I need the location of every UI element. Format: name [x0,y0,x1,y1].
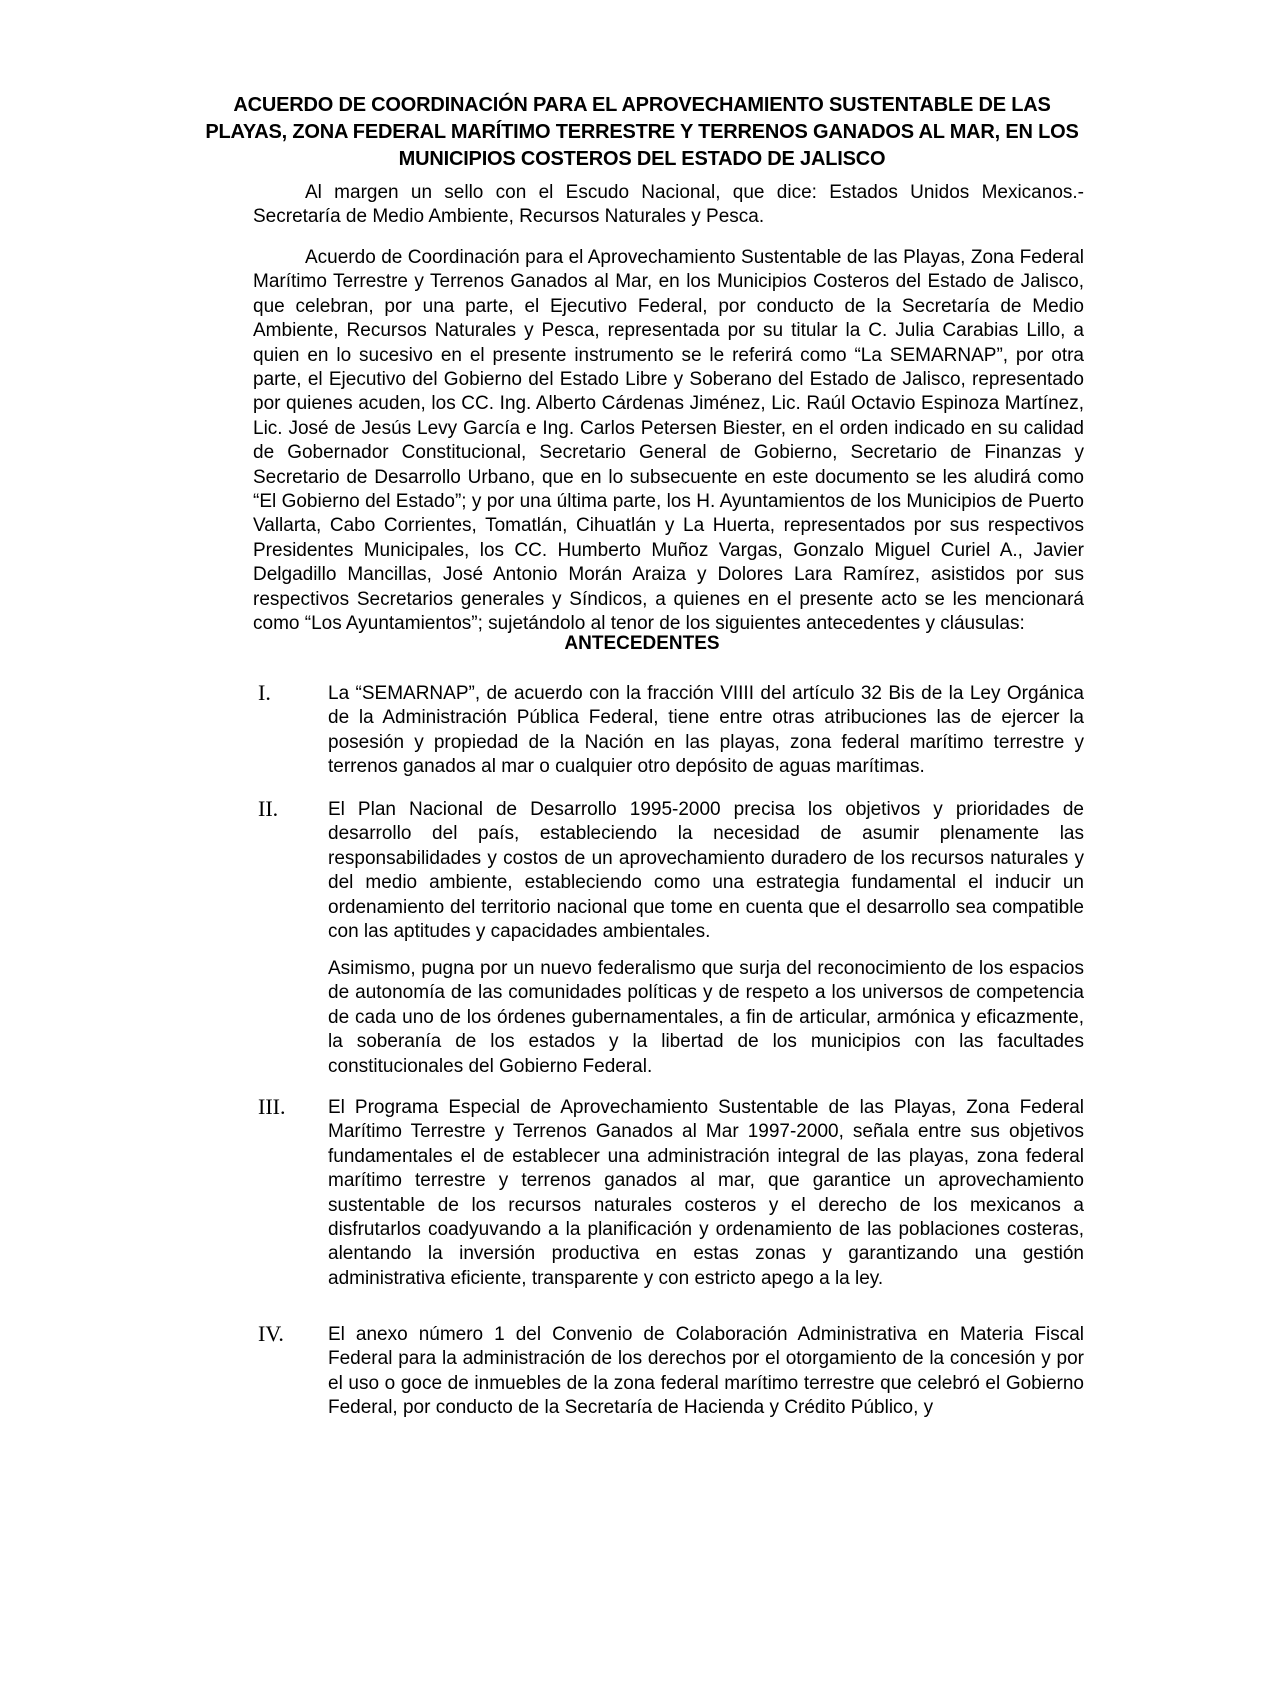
item-paragraph: Asimismo, pugna por un nuevo federalismo que surja del reconocimiento de los espacios de autonomía de las comunidades políticas y de respeto a los universos de competencia de cada uno de los órdenes gubernamentales, a fin de articular, armónica y eficazmente, la soberanía de los estados y la libertad de los municipios con las facultades constitucionales del Gobierno Federal. [328,958,1084,1077]
item-numeral: II. [258,796,279,821]
section-heading-antecedentes: ANTECEDENTES [564,633,720,654]
item-paragraph: La “SEMARNAP”, de acuerdo con la fracción VIIII del artículo 32 Bis de la Ley Orgánica de la Administración Pública Federal, tiene entre otras atribuciones las de ejercer la posesión y propiedad de la Nación en las playas, zona federal marítimo terrestre y terrenos ganados al mar o cualquier otro depósito de aguas marítimas. [328,683,1084,778]
item-paragraph: El Plan Nacional de Desarrollo 1995-2000 precisa los objetivos y prioridades de desarrollo del país, estableciendo la necesidad de asumir plenamente las responsabilidades y costos de un aprovechamiento duradero de los recursos naturales y del medio ambiente, estableciendo como una estrategia fundamental el inducir un ordenamiento del territorio nacional que tome en cuenta que el desarrollo sea compatible con las aptitudes y capacidades ambientales. [328,799,1084,943]
item-paragraph: El anexo número 1 del Convenio de Colaboración Administrativa en Materia Fiscal Federal para la administración de los derechos por el otorgamiento de la concesión y por el uso o goce de inmuebles de la zona federal marítimo terrestre que celebró el Gobierno Federal, por conducto de la Secretaría de Hacienda y Crédito Público, y [328,1324,1084,1419]
item-paragraph: El Programa Especial de Aprovechamiento Sustentable de las Playas, Zona Federal Marítimo Terrestre y Terrenos Ganados al Mar 1997-2000, señala entre sus objetivos fundamentales el de establecer una administración integral de las playas, zona federal marítimo terrestre y terrenos ganados al mar, que garantice un aprovechamiento sustentable de los recursos naturales costeros y el derecho de los mexicanos a disfrutarlos coadyuvando a la planificación y ordenamiento de las poblaciones costeras, alentando la inversión productiva en estas zonas y garantizando una gestión administrativa eficiente, transparente y con estricto apego a la ley. [328,1097,1084,1289]
item-numeral: III. [258,1094,286,1119]
intro-paragraph-agreement: Acuerdo de Coordinación para el Aprovechamiento Sustentable de las Playas, Zona Federal Marítimo Terrestre y Terrenos Ganados al Mar, en los Municipios Costeros del Estado de Jalisco, que celebran, por una parte, el Ejecutivo Federal, por conducto de la Secretaría de Medio Ambiente, Recursos Naturales y Pesca, representada por su titular la C. Julia Carabias Lillo, a quien en lo sucesivo en el presente instrumento se le referirá como “La SEMARNAP”, por otra parte, el Ejecutivo del Gobierno del Estado Libre y Soberano del Estado de Jalisco, representado por quienes acuden, los CC. Ing. Alberto Cárdenas Jiménez, Lic. Raúl Octavio Espinoza Martínez, Lic. José de Jesús Levy García e Ing. Carlos Petersen Biester, en el orden indicado en su calidad de Gobernador Constitucional, Secretario General de Gobierno, Secretario de Finanzas y Secretario de Desarrollo Urbano, que en lo subsecuente en este documento se les aludirá como “El Gobierno del Estado”; y por una última parte, los H. Ayuntamientos de los Municipios de Puerto Vallarta, Cabo Corrientes, Tomatlán, Cihuatlán y La Huerta, representados por sus respectivos Presidentes Municipales, los CC. Humberto Muñoz Vargas, Gonzalo Miguel Curiel A., Javier Delgadillo Mancillas, José Antonio Morán Araiza y Dolores Lara Ramírez, asistidos por sus respectivos Secretarios generales y Síndicos, a quienes en el presente acto se les mencionará como “Los Ayuntamientos”; sujetándolo al tenor de los siguientes antecedentes y cláusulas: [253,247,1084,635]
item-numeral: I. [258,680,271,705]
item-numeral: IV. [258,1321,284,1346]
document-title: ACUERDO DE COORDINACIÓN PARA EL APROVECHAMIENTO SUSTENTABLE DE LAS PLAYAS, ZONA FEDERAL MARÍTIMO TERRESTRE Y TERRENOS GANADOS AL MAR, EN LOS MUNICIPIOS COSTEROS DEL ESTADO DE JALISCO [205,94,1079,170]
intro-paragraph-seal: Al margen un sello con el Escudo Nacional, que dice: Estados Unidos Mexicanos.- Secretaría de Medio Ambiente, Recursos Naturales y Pesca. [253,182,1084,228]
